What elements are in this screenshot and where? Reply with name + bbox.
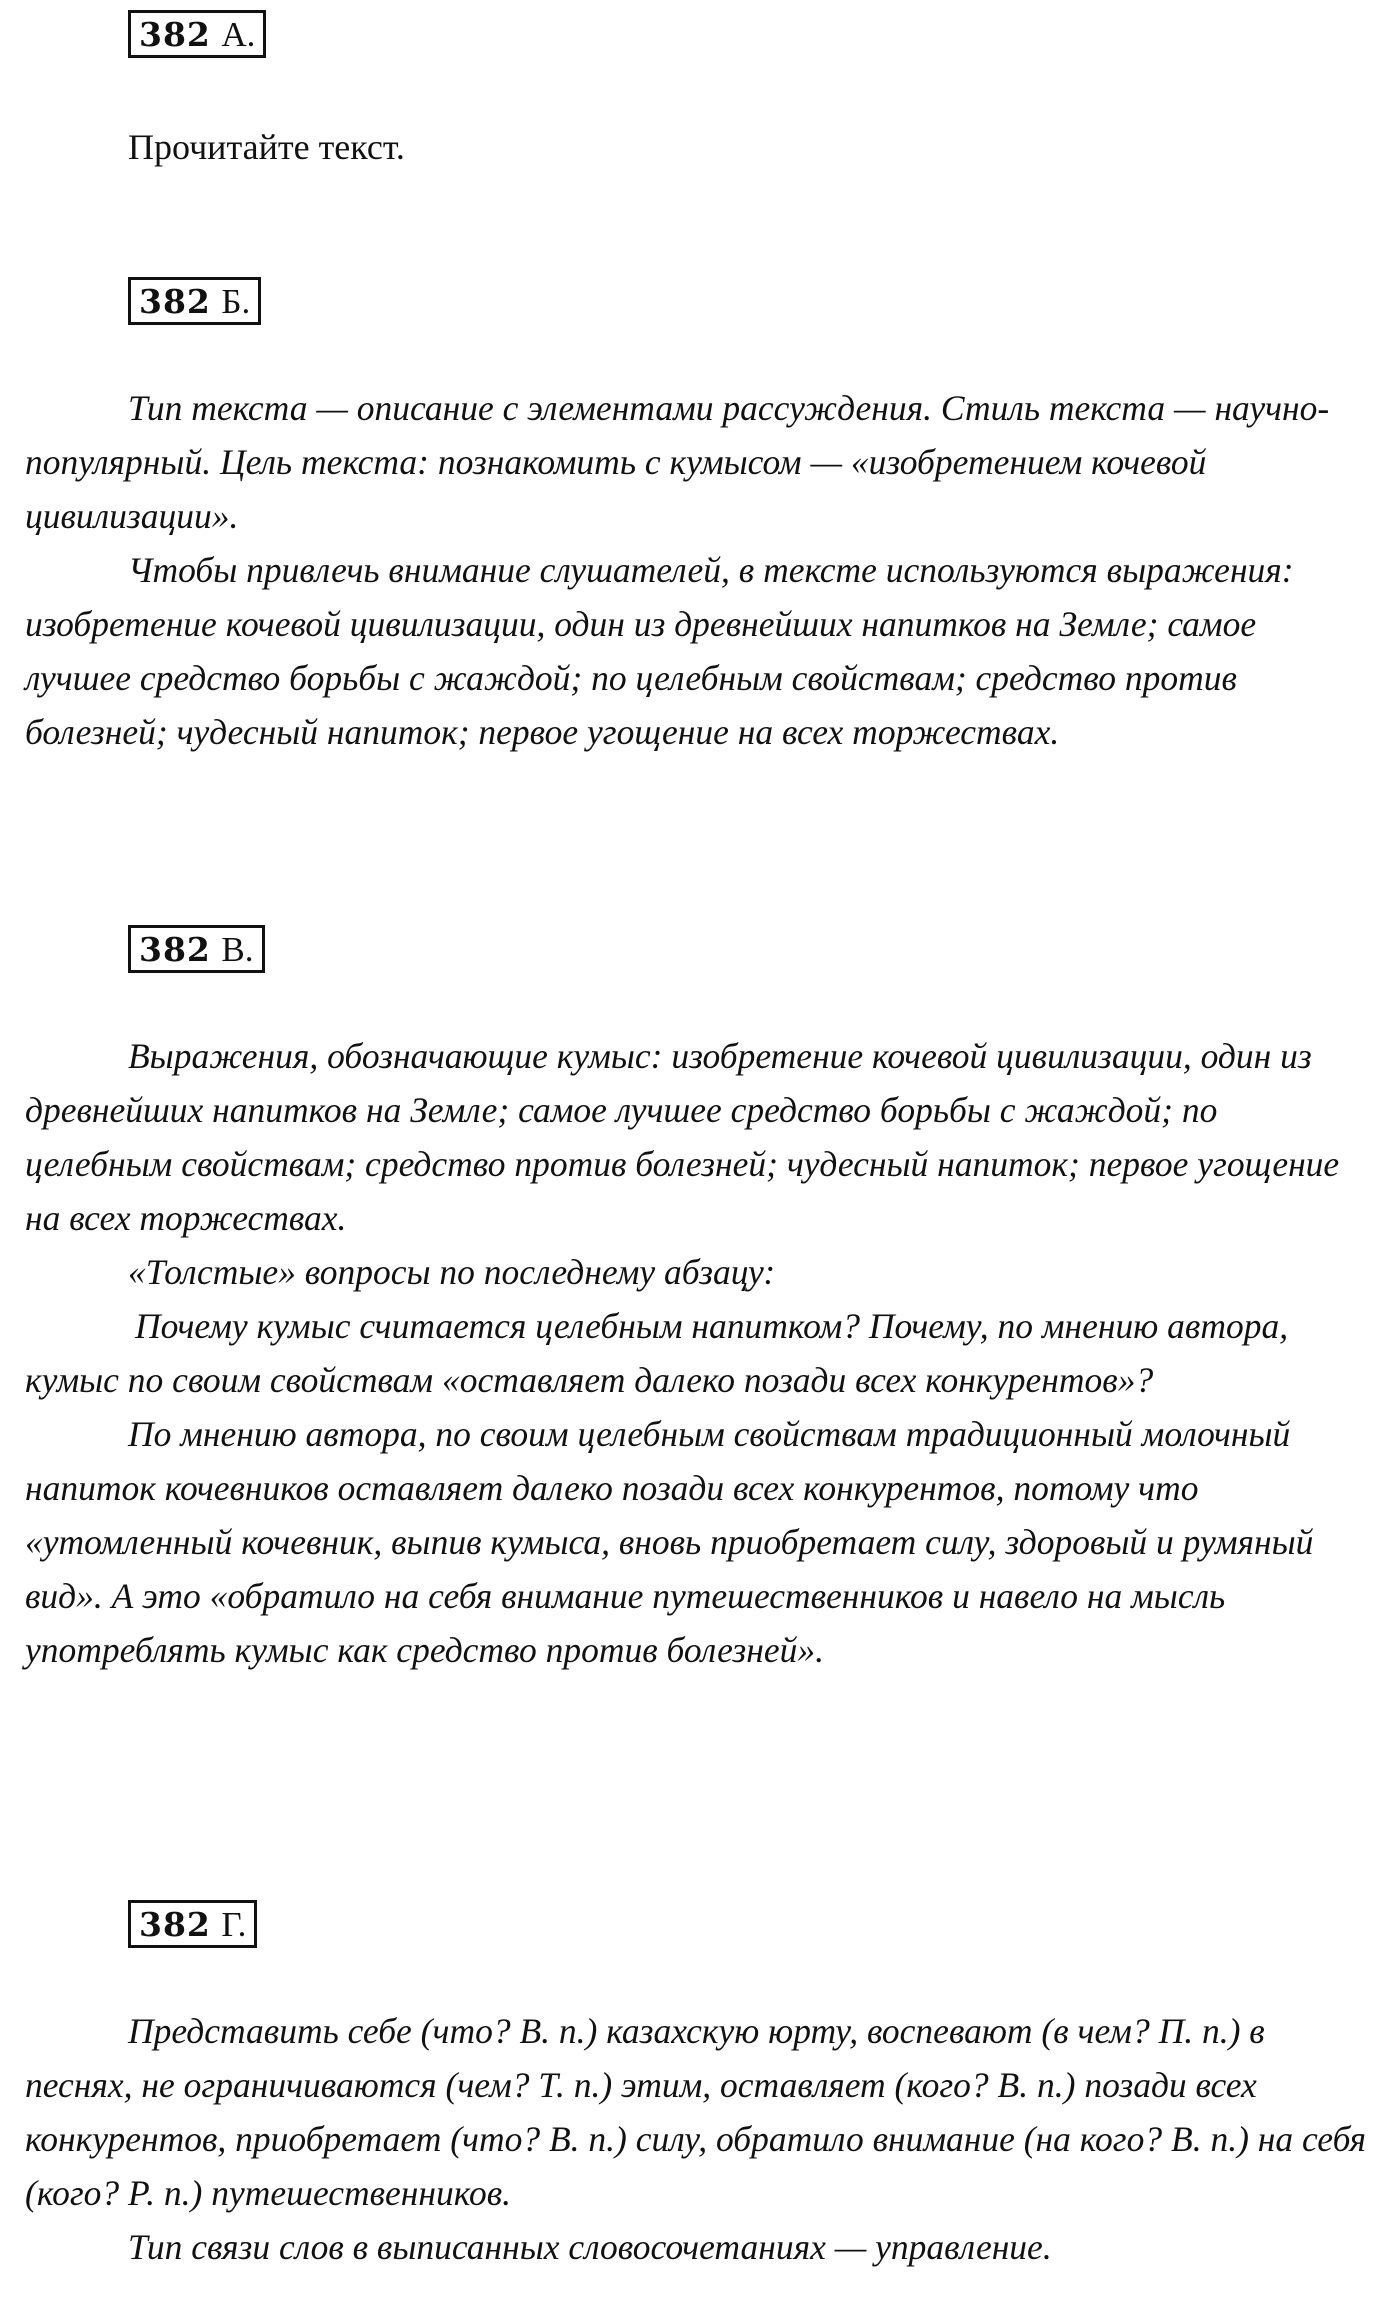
- instruction-text: Прочитайте текст.: [128, 127, 405, 167]
- exercise-letter: А.: [221, 15, 256, 54]
- exercise-heading: [128, 925, 1370, 971]
- paragraph-phrases: Представить себе (что? В. п.) казахскую юрту, воспевают (в чем? П. п.) в песнях, не ограничиваются (чем? Т. п.) этим, оставляет (кого? В. п.) позади всех конкурентов, приобретает (что? В. п.) силу, обратило внимание (на кого? В. п.) на себя (кого? Р. п.) путешественников.: [25, 2011, 1367, 2213]
- exercise-382v: [25, 925, 1370, 1677]
- paragraph-questions-heading: «Толстые» вопросы по последнему абзацу:: [128, 1252, 776, 1292]
- exercise-number: 382: [139, 282, 211, 321]
- exercise-heading: [128, 1900, 1370, 1946]
- exercise-382a: [25, 10, 1370, 174]
- exercise-letter: Б.: [221, 282, 251, 321]
- paragraph-answer: По мнению автора, по своим целебным свойствам традиционный молочный напиток кочевников оставляет далеко позади всех конкурентов, потому что «утомленный кочевник, выпив кумыса, вновь приобретает силу, здоровый и румяный вид». А это «обратило на себя внимание путешественников и навело на мысль употреблять кумыс как средство против болезней».: [25, 1414, 1314, 1670]
- exercise-heading: [128, 10, 1370, 56]
- paragraph-questions: Почему кумыс считается целебным напитком? Почему, по мнению автора, кумыс по своим свойствам «оставляет далеко позади всех конкурентов»?: [25, 1306, 1289, 1400]
- exercise-number: 382: [139, 1905, 211, 1944]
- exercise-number-box: [128, 925, 265, 973]
- paragraph-text-type: Тип текста — описание с элементами рассуждения. Стиль текста — научно-популярный. Цель текста: познакомить с кумысом — «изобретением кочевой цивилизации».: [25, 388, 1330, 536]
- exercise-382b: [25, 277, 1370, 759]
- exercise-heading: [128, 277, 1370, 323]
- paragraph-kumys-expressions: Выражения, обозначающие кумыс: изобретение кочевой цивилизации, один из древнейших напитков на Земле; самое лучшее средство борьбы с жаждой; по целебным свойствам; средство против болезней; чудесный напиток; первое угощение на всех торжествах.: [25, 1036, 1340, 1238]
- exercise-number-box: [128, 10, 266, 58]
- exercise-number-box: [128, 1900, 257, 1948]
- paragraph-connection-type: Тип связи слов в выписанных словосочетаниях — управление.: [128, 2227, 1052, 2267]
- exercise-number: 382: [139, 930, 211, 969]
- paragraph-expressions: Чтобы привлечь внимание слушателей, в тексте используются выражения: изобретение кочевой цивилизации, один из древнейших напитков на Земле; самое лучшее средство борьбы с жаждой; по целебным свойствам; средство против болезней; чудесный напиток; первое угощение на всех торжествах.: [25, 550, 1294, 752]
- exercise-number-box: [128, 277, 261, 325]
- exercise-letter: В.: [221, 930, 254, 969]
- exercise-number: 382: [139, 15, 211, 54]
- exercise-letter: Г.: [221, 1905, 247, 1944]
- exercise-382g: [25, 1900, 1370, 2274]
